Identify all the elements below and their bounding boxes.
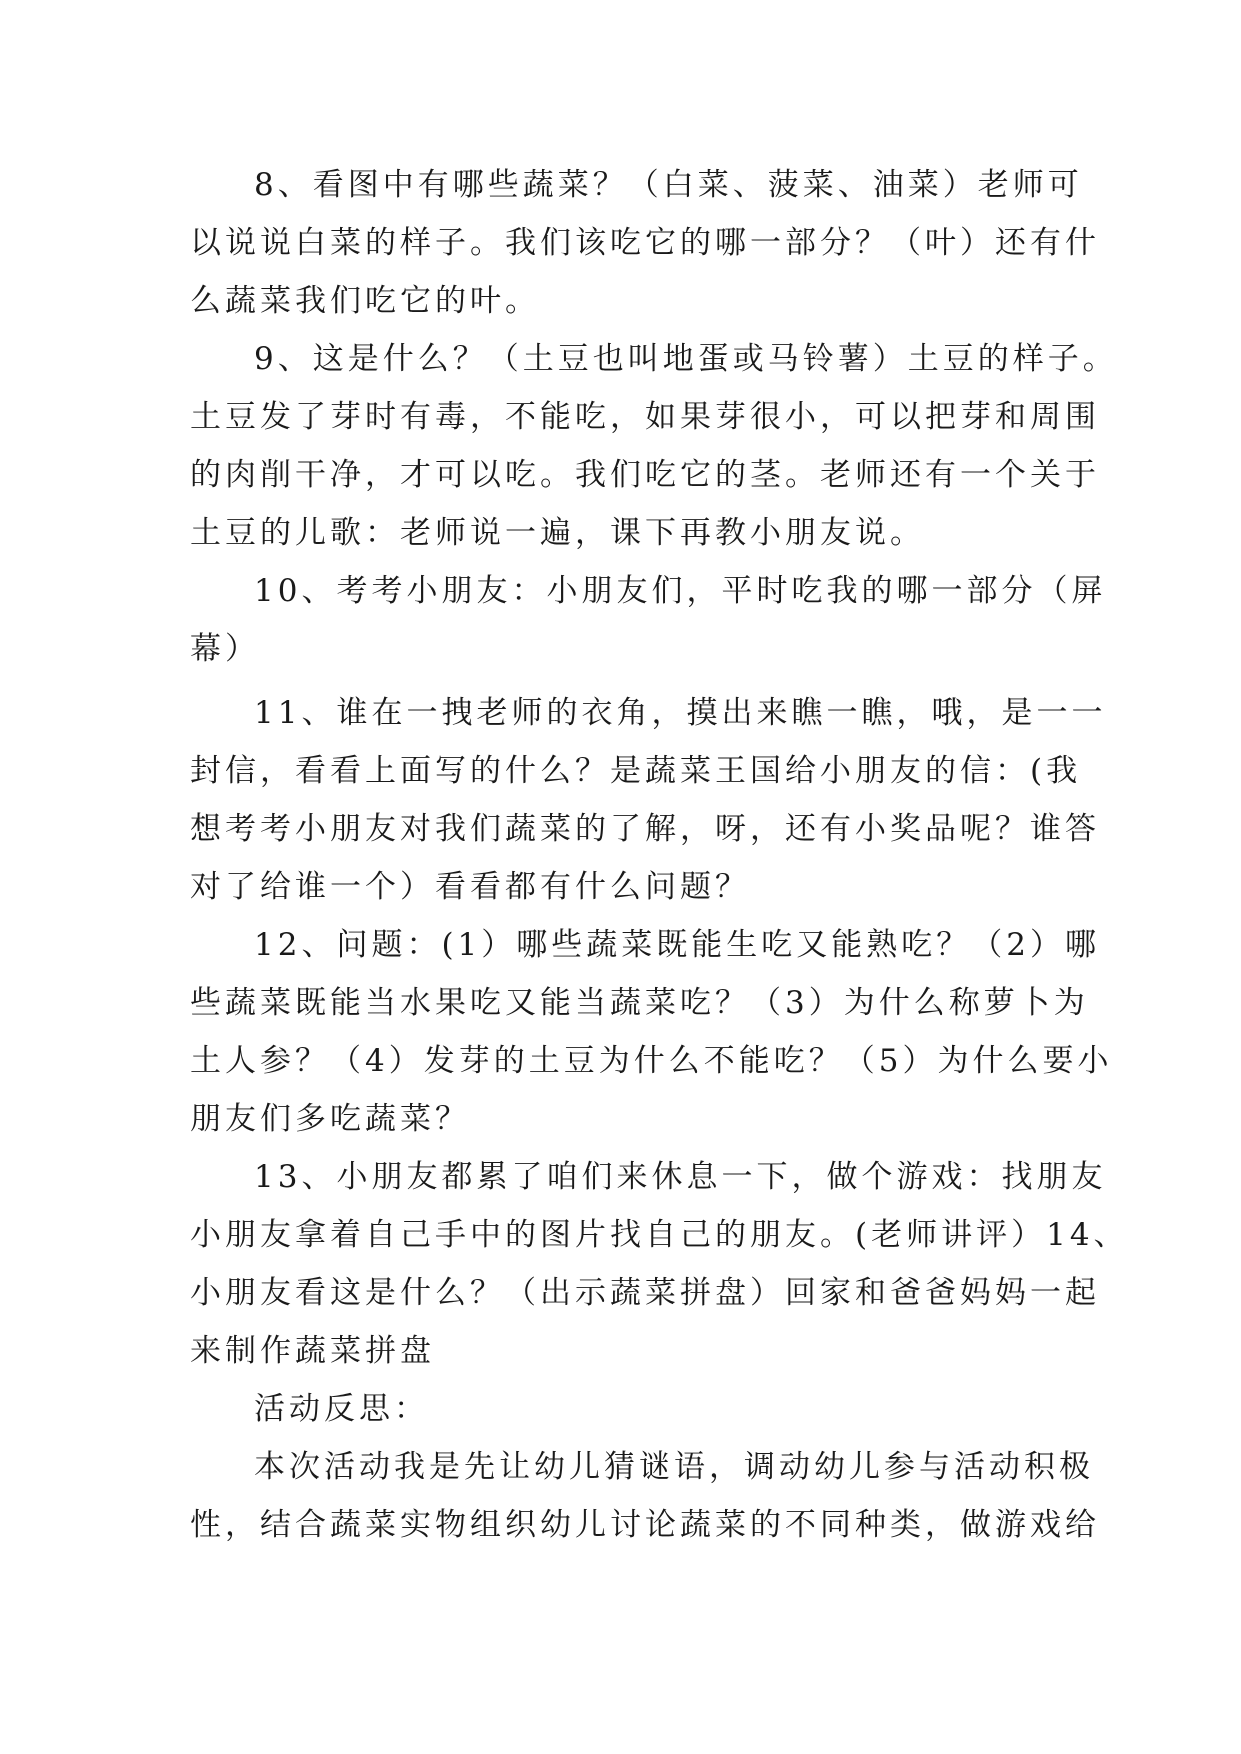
paragraph-line: 朋友们多吃蔬菜？ — [190, 1101, 470, 1137]
paragraph-line: 11、谁在一拽老师的衣角，摸出来瞧一瞧，哦，是一一 — [254, 695, 1107, 731]
paragraph-line: 些蔬菜既能当水果吃又能当蔬菜吃？（3）为什么称萝卜为 — [190, 985, 1089, 1021]
paragraph-line: 封信，看看上面写的什么？是蔬菜王国给小朋友的信：(我 — [190, 753, 1082, 789]
paragraph-line: 对了给谁一个）看看都有什么问题？ — [190, 869, 750, 905]
paragraph-item-13 — [190, 1148, 1129, 1380]
paragraph-line: 小朋友看这是什么？（出示蔬菜拼盘）回家和爸爸妈妈一起 — [190, 1275, 1100, 1311]
paragraph-line: 10、考考小朋友：小朋友们，平时吃我的哪一部分（屏 — [254, 573, 1107, 609]
paragraph-line: 么蔬菜我们吃它的叶。 — [190, 283, 540, 319]
paragraph-item-11 — [190, 684, 1107, 916]
heading-line: 活动反思： — [254, 1391, 429, 1427]
paragraph-item-10 — [190, 562, 1107, 678]
paragraph-line: 小朋友拿着自己手中的图片找自己的朋友。(老师讲评）14、 — [190, 1217, 1129, 1253]
paragraph-line: 13、小朋友都累了咱们来休息一下，做个游戏：找朋友 — [254, 1159, 1107, 1195]
paragraph-item-12 — [190, 916, 1113, 1148]
paragraph-line: 来制作蔬菜拼盘 — [190, 1333, 435, 1369]
paragraph-line: 12、问题：(1）哪些蔬菜既能生吃又能熟吃？（2）哪 — [254, 927, 1100, 963]
paragraph-item-8 — [190, 156, 1100, 330]
reflection-body — [190, 1438, 1100, 1554]
reflection-heading — [190, 1380, 1060, 1438]
paragraph-line: 8、看图中有哪些蔬菜？（白菜、菠菜、油菜）老师可 — [254, 167, 1083, 203]
paragraph-line: 9、这是什么？（土豆也叫地蛋或马铃薯）土豆的样子。 — [254, 341, 1118, 377]
document-body — [190, 156, 1129, 1554]
paragraph-line: 土豆发了芽时有毒，不能吃，如果芽很小，可以把芽和周围 — [190, 399, 1100, 435]
paragraph-item-9 — [190, 330, 1118, 562]
paragraph-line: 幕） — [190, 631, 260, 667]
paragraph-line: 的肉削干净，才可以吃。我们吃它的茎。老师还有一个关于 — [190, 457, 1100, 493]
paragraph-line: 想考考小朋友对我们蔬菜的了解，呀，还有小奖品呢？谁答 — [190, 811, 1100, 847]
paragraph-line: 性，结合蔬菜实物组织幼儿讨论蔬菜的不同种类，做游戏给 — [190, 1507, 1100, 1543]
paragraph-line: 以说说白菜的样子。我们该吃它的哪一部分？（叶）还有什 — [190, 225, 1100, 261]
paragraph-line: 本次活动我是先让幼儿猜谜语，调动幼儿参与活动积极 — [254, 1449, 1094, 1485]
paragraph-line: 土豆的儿歌：老师说一遍，课下再教小朋友说。 — [190, 515, 925, 551]
paragraph-line: 土人参？（4）发芽的土豆为什么不能吃？（5）为什么要小 — [190, 1043, 1113, 1079]
